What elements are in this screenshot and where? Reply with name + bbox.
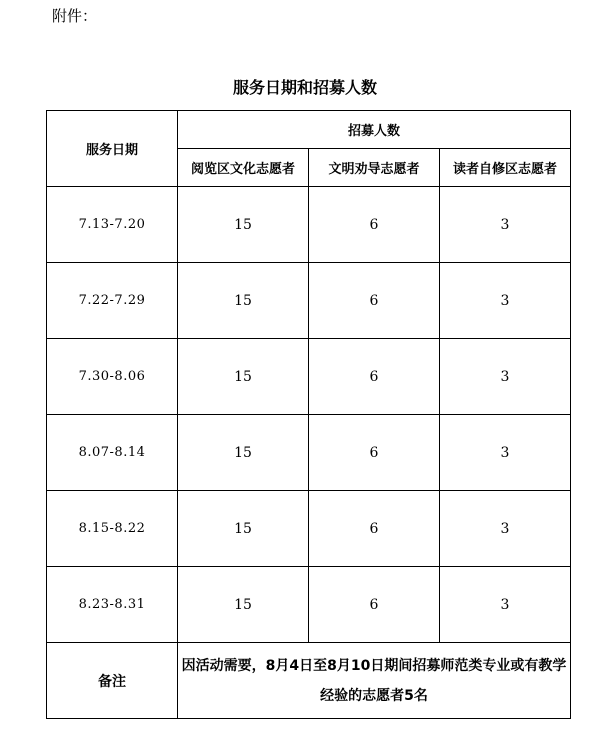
civility-count-cell: 6 [309, 491, 440, 567]
reading-count-cell: 15 [178, 339, 309, 415]
page-title: 服务日期和招募人数 [232, 78, 377, 97]
study-count-cell: 3 [440, 187, 571, 263]
remark-label: 备注 [47, 643, 178, 719]
study-count-cell: 3 [440, 339, 571, 415]
reading-count-cell: 15 [178, 187, 309, 263]
civility-count-cell: 6 [309, 263, 440, 339]
reading-count-cell: 15 [178, 415, 309, 491]
sub-header-civility: 文明劝导志愿者 [309, 149, 440, 187]
reading-count-cell: 15 [178, 491, 309, 567]
date-cell: 7.13-7.20 [47, 187, 178, 263]
reading-count-cell: 15 [178, 567, 309, 643]
date-cell: 7.30-8.06 [47, 339, 178, 415]
header-row [47, 111, 571, 149]
date-cell: 7.22-7.29 [47, 263, 178, 339]
date-cell: 8.15-8.22 [47, 491, 178, 567]
attachment-label: 附件： [52, 7, 98, 25]
table-row [47, 263, 571, 339]
sub-header-study: 读者自修区志愿者 [440, 149, 571, 187]
study-count-cell: 3 [440, 567, 571, 643]
date-cell: 8.07-8.14 [47, 415, 178, 491]
table-row [47, 415, 571, 491]
recruit-header: 招募人数 [178, 111, 571, 149]
date-cell: 8.23-8.31 [47, 567, 178, 643]
civility-count-cell: 6 [309, 187, 440, 263]
table-row [47, 567, 571, 643]
reading-count-cell: 15 [178, 263, 309, 339]
sub-header-reading: 阅览区文化志愿者 [178, 149, 309, 187]
civility-count-cell: 6 [309, 339, 440, 415]
table-row [47, 491, 571, 567]
civility-count-cell: 6 [309, 567, 440, 643]
study-count-cell: 3 [440, 263, 571, 339]
recruitment-table [46, 110, 571, 719]
study-count-cell: 3 [440, 415, 571, 491]
civility-count-cell: 6 [309, 415, 440, 491]
date-header: 服务日期 [47, 111, 178, 187]
table-row [47, 187, 571, 263]
table-row [47, 339, 571, 415]
remark-text: 因活动需要，8月4日至8月10日期间招募师范类专业或有教学经验的志愿者5名 [178, 643, 571, 719]
remark-row [47, 643, 571, 719]
study-count-cell: 3 [440, 491, 571, 567]
